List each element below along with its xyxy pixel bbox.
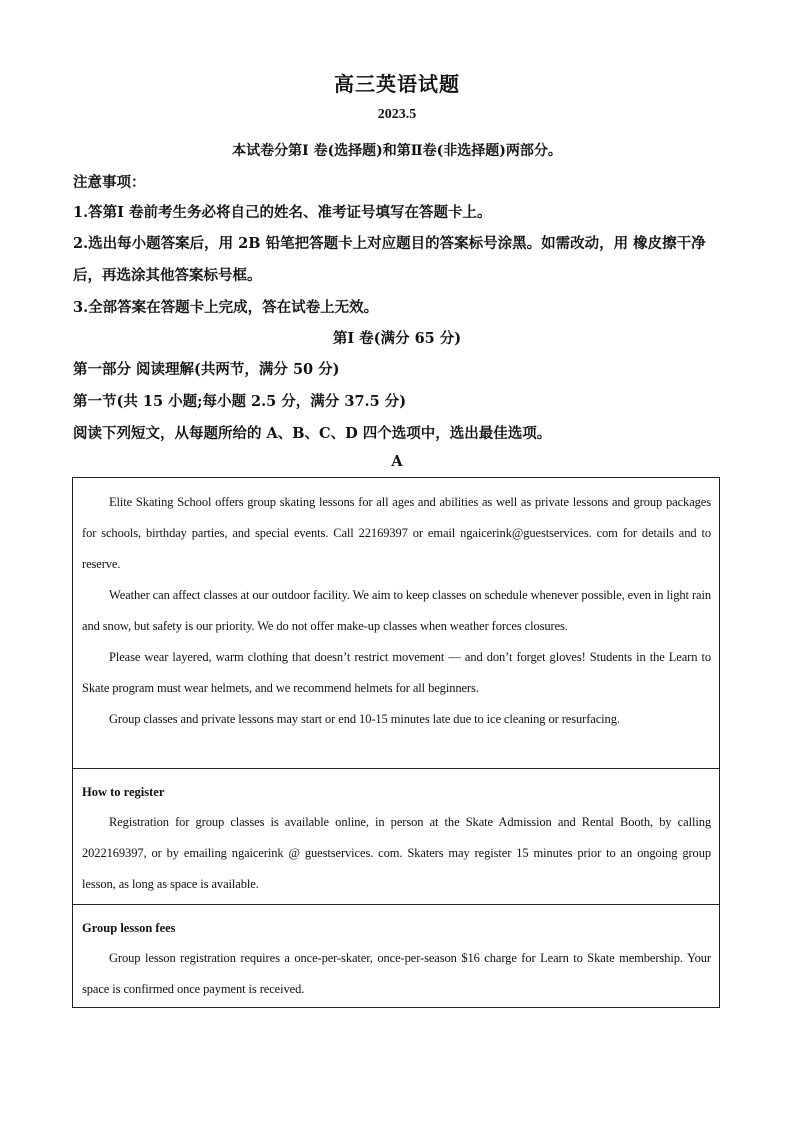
subsection-title: 第一节(共 15 小题;每小题 2.5 分，满分 37.5 分) (73, 393, 407, 410)
exam-date: 2023.5 (377, 107, 417, 122)
intro-paragraph-1: Elite Skating School offers group skating lessons for all ages and abilities as well as private lessons and group packages for schools, birthday parties, and special events. Call 22169397 or email ngaicerink@guestservices. com for details and to reserve. (82, 495, 711, 571)
register-section (73, 769, 719, 905)
notes-item-1: 1.答第Ⅰ 卷前考生务必将自己的姓名、准考证号填写在答题卡上。 (73, 204, 492, 221)
fees-paragraph: Group lesson registration requires a once-per-skater, once-per-season $16 charge for Learn to Skate membership. Your space is confirmed once payment is received. (82, 951, 711, 996)
notes-item-2: 2.选出每小题答案后，用 2B 铅笔把答题卡上对应题目的答案标号涂黑。如需改动，用 橡皮擦干净后，再选涂其他答案标号框。 (73, 235, 706, 284)
notes-heading: 注意事项： (73, 174, 146, 191)
intro-paragraph-2: Weather can affect classes at our outdoor facility. We aim to keep classes on schedule whenever possible, even in light rain and snow, but safety is our priority. We do not offer make-up classes when weather forces closures. (82, 588, 711, 633)
intro-paragraph-4: Group classes and private lessons may start or end 10-15 minutes late due to ice cleaning or resurfacing. (109, 712, 620, 726)
part1-heading: 第Ⅰ 卷(满分 65 分) (332, 330, 462, 347)
fees-heading: Group lesson fees (82, 921, 176, 935)
passage-label: A (391, 453, 403, 470)
register-heading: How to register (82, 785, 165, 799)
passage-intro-section (73, 478, 719, 769)
exam-title: 高三英语试题 (334, 72, 460, 96)
intro-paragraph-3: Please wear layered, warm clothing that doesn’t restrict movement — and don’t forget gloves! Students in the Learn to Skate program must wear helmets, and we recommend helmets for all beginners. (82, 650, 711, 695)
exam-subtitle: 本试卷分第Ⅰ 卷(选择题)和第Ⅱ卷(非选择题)两部分。 (232, 143, 562, 159)
fees-section (73, 905, 719, 1013)
register-paragraph: Registration for group classes is available online, in person at the Skate Admission and Rental Booth, by calling 2022169397, or by emailing ngaicerink @ guestservices. com. Skaters may register 15 minutes prior to an ongoing group lesson, as long as space is available. (82, 815, 711, 891)
instruction-text: 阅读下列短文，从每题所给的 A、B、C、D 四个选项中，选出最佳选项。 (73, 425, 552, 442)
passage-box (72, 477, 720, 1008)
notes-item-3: 3.全部答案在答题卡上完成，答在试卷上无效。 (73, 299, 379, 316)
section-title: 第一部分 阅读理解(共两节，满分 50 分) (73, 361, 340, 378)
